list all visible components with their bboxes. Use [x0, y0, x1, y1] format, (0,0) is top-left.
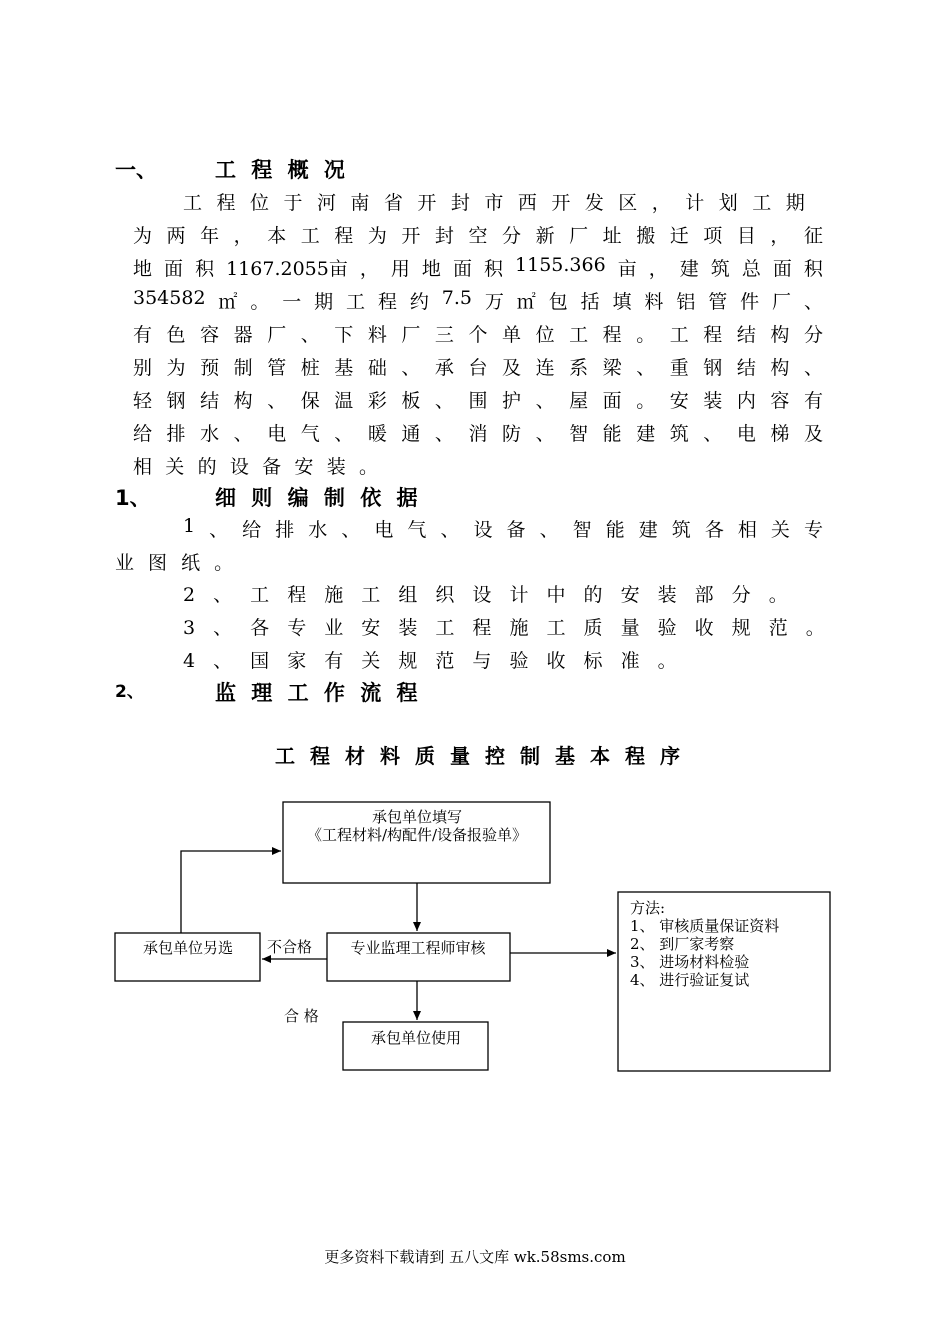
- overview-token: 重: [669, 357, 689, 379]
- overview-token: 温: [334, 390, 354, 412]
- overview-token: 。: [358, 456, 378, 478]
- basis-token: 能: [605, 519, 625, 541]
- overview-token: 件: [740, 291, 760, 313]
- basis-token: 、: [341, 519, 361, 541]
- basis-token: 智: [572, 519, 592, 541]
- basis-token: 、: [539, 519, 559, 541]
- overview-token: 计: [685, 192, 705, 214]
- overview-token: 程: [703, 324, 723, 346]
- overview-token: 区: [618, 192, 638, 214]
- overview-token: 装: [703, 390, 723, 412]
- overview-token: 暖: [367, 423, 387, 445]
- overview-token: 设: [229, 456, 249, 478]
- overview-token: 能: [602, 423, 622, 445]
- overview-token: 有: [133, 324, 153, 346]
- overview-token: 、: [434, 423, 454, 445]
- section-3-title: 监 理 工 作 流 程: [215, 681, 422, 705]
- basis-token: 筑: [671, 519, 691, 541]
- overview-token: 构: [770, 324, 790, 346]
- overview-token: 器: [233, 324, 253, 346]
- basis-item-4: 4 、 国 家 有 关 规 范 与 验 收 标 准 。: [183, 650, 683, 672]
- overview-token: 容: [770, 390, 790, 412]
- overview-token: 程: [377, 291, 397, 313]
- overview-token: 为: [367, 225, 387, 247]
- overview-token: 划: [718, 192, 738, 214]
- overview-token: 个: [468, 324, 488, 346]
- overview-token: 构: [233, 390, 253, 412]
- overview-token: 工: [669, 324, 689, 346]
- overview-token: 址: [602, 225, 622, 247]
- overview-token: 彩: [367, 390, 387, 412]
- overview-token: ㎡: [516, 291, 536, 313]
- overview-token: 面: [164, 258, 184, 280]
- basis-item-1-cont: 业 图 纸 。: [115, 552, 238, 574]
- overview-token: 河: [316, 192, 336, 214]
- overview-token: 程: [216, 192, 236, 214]
- overview-token: 封: [450, 192, 470, 214]
- overview-token: 、: [703, 423, 723, 445]
- overview-token: 发: [584, 192, 604, 214]
- overview-token: 料: [367, 324, 387, 346]
- overview-token: 本: [267, 225, 287, 247]
- overview-token: 屋: [569, 390, 589, 412]
- overview-token: 给: [133, 423, 153, 445]
- overview-token: 工: [183, 192, 203, 214]
- overview-token: 开: [551, 192, 571, 214]
- overview-token: 新: [535, 225, 555, 247]
- overview-token: ㎡: [218, 291, 238, 313]
- label-pass: 合 格: [284, 1007, 319, 1025]
- overview-token: 厂: [772, 291, 792, 313]
- overview-token: 板: [401, 390, 421, 412]
- overview-token: 面: [452, 258, 472, 280]
- method-item: 2、 到厂家考察: [630, 935, 735, 953]
- footer-text: 更多资料下载请到 五八文库 wk.58sms.com: [324, 1248, 626, 1266]
- basis-token: 建: [638, 519, 658, 541]
- overview-token: 单: [502, 324, 522, 346]
- overview-token: 亩: [617, 258, 637, 280]
- basis-token: 专: [803, 519, 823, 541]
- overview-token: 梁: [602, 357, 622, 379]
- section-2-title: 细 则 编 制 依 据: [215, 486, 422, 510]
- overview-token: 气: [300, 423, 320, 445]
- overview-token: 、: [334, 423, 354, 445]
- overview-token: 桩: [300, 357, 320, 379]
- basis-token: 备: [506, 519, 526, 541]
- overview-token: 相: [133, 456, 153, 478]
- overview-token: 工: [346, 291, 366, 313]
- methods-title: 方法:: [630, 899, 666, 917]
- overview-token: 厂: [569, 225, 589, 247]
- overview-token: 、: [434, 390, 454, 412]
- method-item: 4、 进行验证复试: [630, 971, 750, 989]
- overview-token: 填: [612, 291, 632, 313]
- overview-token: ，: [233, 225, 253, 247]
- overview-token: 筑: [710, 258, 730, 280]
- basis-token: 气: [407, 519, 427, 541]
- overview-token: 为: [133, 225, 153, 247]
- overview-token: 1155.366: [515, 254, 606, 276]
- basis-token: 、: [440, 519, 460, 541]
- overview-token: 备: [262, 456, 282, 478]
- overview-token: 7.5: [441, 287, 472, 309]
- basis-token: 1: [183, 515, 196, 537]
- overview-token: 、: [401, 357, 421, 379]
- arrow-reselect-to-fill: [181, 851, 281, 933]
- box-fill-line1: 承包单位填写: [371, 808, 463, 826]
- basis-token: 相: [737, 519, 757, 541]
- overview-token: 排: [166, 423, 186, 445]
- overview-token: 、: [535, 390, 555, 412]
- overview-token: 的: [197, 456, 217, 478]
- section-1-title: 工 程 概 况: [215, 158, 349, 182]
- overview-token: 、: [803, 291, 823, 313]
- overview-token: 承: [434, 357, 454, 379]
- flowchart-title: 工程材料质量控制基本程序: [275, 744, 695, 768]
- overview-token: ，: [359, 258, 379, 280]
- overview-token: 钢: [166, 390, 186, 412]
- overview-token: 建: [636, 423, 656, 445]
- overview-token: 期: [785, 192, 805, 214]
- overview-token: 。: [250, 291, 270, 313]
- overview-token: 装: [326, 456, 346, 478]
- overview-token: 三: [434, 324, 454, 346]
- overview-token: 工: [569, 324, 589, 346]
- overview-token: 、: [267, 390, 287, 412]
- overview-token: 。: [636, 324, 656, 346]
- overview-token: 工: [752, 192, 772, 214]
- overview-token: 系: [569, 357, 589, 379]
- basis-token: 水: [308, 519, 328, 541]
- overview-token: 厂: [401, 324, 421, 346]
- overview-token: 位: [535, 324, 555, 346]
- overview-token: 程: [334, 225, 354, 247]
- overview-token: 西: [517, 192, 537, 214]
- overview-token: 程: [602, 324, 622, 346]
- overview-token: 分: [803, 324, 823, 346]
- overview-token: 用: [390, 258, 410, 280]
- overview-token: 、: [535, 423, 555, 445]
- overview-token: 防: [502, 423, 522, 445]
- basis-item-2: 2 、 工 程 施 工 组 织 设 计 中 的 安 装 部 分 。: [183, 584, 794, 606]
- overview-token: 智: [569, 423, 589, 445]
- basis-token: 电: [374, 519, 394, 541]
- overview-token: 积: [483, 258, 503, 280]
- overview-token: 色: [166, 324, 186, 346]
- overview-token: 、: [803, 357, 823, 379]
- overview-token: 轻: [133, 390, 153, 412]
- box-review-text: 专业监理工程师审核: [350, 939, 486, 957]
- section-2-number: 1、: [115, 486, 151, 510]
- basis-token: 给: [242, 519, 262, 541]
- overview-token: 万: [484, 291, 504, 313]
- overview-token: 保: [300, 390, 320, 412]
- overview-token: 制: [233, 357, 253, 379]
- overview-token: 为: [166, 357, 186, 379]
- overview-token: 、: [636, 357, 656, 379]
- overview-token: 南: [350, 192, 370, 214]
- overview-token: 下: [334, 324, 354, 346]
- overview-token: 铝: [676, 291, 696, 313]
- box-use-text: 承包单位使用: [370, 1029, 462, 1047]
- overview-token: 护: [502, 390, 522, 412]
- overview-token: 梯: [770, 423, 790, 445]
- box-fill-line2: 《工程材料/构配件/设备报验单》: [306, 826, 528, 844]
- overview-token: 封: [434, 225, 454, 247]
- overview-token: 钢: [703, 357, 723, 379]
- overview-token: 电: [267, 423, 287, 445]
- method-item: 1、 审核质量保证资料: [630, 917, 780, 935]
- overview-token: 于: [283, 192, 303, 214]
- overview-token: 空: [468, 225, 488, 247]
- overview-token: 开: [401, 225, 421, 247]
- overview-token: 有: [803, 390, 823, 412]
- overview-token: 354582: [133, 287, 206, 309]
- overview-token: 围: [468, 390, 488, 412]
- overview-token: 结: [736, 357, 756, 379]
- overview-token: 通: [401, 423, 421, 445]
- overview-token: 水: [200, 423, 220, 445]
- overview-token: 关: [165, 456, 185, 478]
- overview-token: 管: [267, 357, 287, 379]
- overview-token: 预: [200, 357, 220, 379]
- overview-token: 消: [468, 423, 488, 445]
- overview-token: ，: [648, 258, 668, 280]
- overview-token: 建: [679, 258, 699, 280]
- basis-token: 关: [770, 519, 790, 541]
- overview-token: 连: [535, 357, 555, 379]
- overview-token: 管: [708, 291, 728, 313]
- overview-token: 搬: [636, 225, 656, 247]
- overview-token: 省: [383, 192, 403, 214]
- overview-token: 电: [736, 423, 756, 445]
- label-fail: 不合格: [267, 938, 313, 956]
- overview-token: 目: [736, 225, 756, 247]
- overview-token: 结: [736, 324, 756, 346]
- section-3-number: 2、: [115, 682, 144, 702]
- overview-token: 1167.2055亩: [226, 258, 348, 280]
- basis-token: 各: [704, 519, 724, 541]
- basis-token: 设: [473, 519, 493, 541]
- overview-token: 、: [233, 423, 253, 445]
- overview-token: 别: [133, 357, 153, 379]
- overview-token: 积: [195, 258, 215, 280]
- overview-token: 包: [548, 291, 568, 313]
- overview-token: 期: [314, 291, 334, 313]
- overview-token: 项: [703, 225, 723, 247]
- overview-token: 迁: [669, 225, 689, 247]
- overview-token: 构: [770, 357, 790, 379]
- overview-token: 安: [669, 390, 689, 412]
- overview-token: 征: [803, 225, 823, 247]
- basis-token: 、: [209, 519, 229, 541]
- overview-token: 约: [409, 291, 429, 313]
- overview-token: 安: [294, 456, 314, 478]
- overview-token: 年: [200, 225, 220, 247]
- overview-token: 。: [636, 390, 656, 412]
- basis-item-3: 3 、 各 专 业 安 装 工 程 施 工 质 量 验 收 规 范 。: [183, 617, 831, 639]
- overview-token: 、: [300, 324, 320, 346]
- overview-token: 面: [772, 258, 792, 280]
- overview-token: 积: [803, 258, 823, 280]
- overview-token: 总: [741, 258, 761, 280]
- section-1-number: 一、: [115, 158, 157, 182]
- overview-token: 础: [367, 357, 387, 379]
- overview-token: 基: [334, 357, 354, 379]
- overview-token: 厂: [267, 324, 287, 346]
- overview-token: 分: [502, 225, 522, 247]
- overview-token: 两: [166, 225, 186, 247]
- overview-token: 容: [200, 324, 220, 346]
- overview-token: 开: [417, 192, 437, 214]
- overview-token: 面: [602, 390, 622, 412]
- overview-token: 一: [282, 291, 302, 313]
- overview-token: ，: [770, 225, 790, 247]
- overview-token: 台: [468, 357, 488, 379]
- overview-token: 市: [484, 192, 504, 214]
- overview-token: 料: [644, 291, 664, 313]
- overview-token: ，: [651, 192, 671, 214]
- basis-token: 排: [275, 519, 295, 541]
- overview-token: 工: [300, 225, 320, 247]
- overview-token: 及: [502, 357, 522, 379]
- overview-token: 位: [249, 192, 269, 214]
- overview-token: 括: [580, 291, 600, 313]
- overview-token: 内: [736, 390, 756, 412]
- overview-token: 地: [133, 258, 153, 280]
- overview-token: 结: [200, 390, 220, 412]
- overview-token: 及: [803, 423, 823, 445]
- overview-token: 筑: [669, 423, 689, 445]
- method-item: 3、 进场材料检验: [630, 953, 750, 971]
- overview-token: 地: [421, 258, 441, 280]
- box-reselect-text: 承包单位另选: [142, 939, 234, 957]
